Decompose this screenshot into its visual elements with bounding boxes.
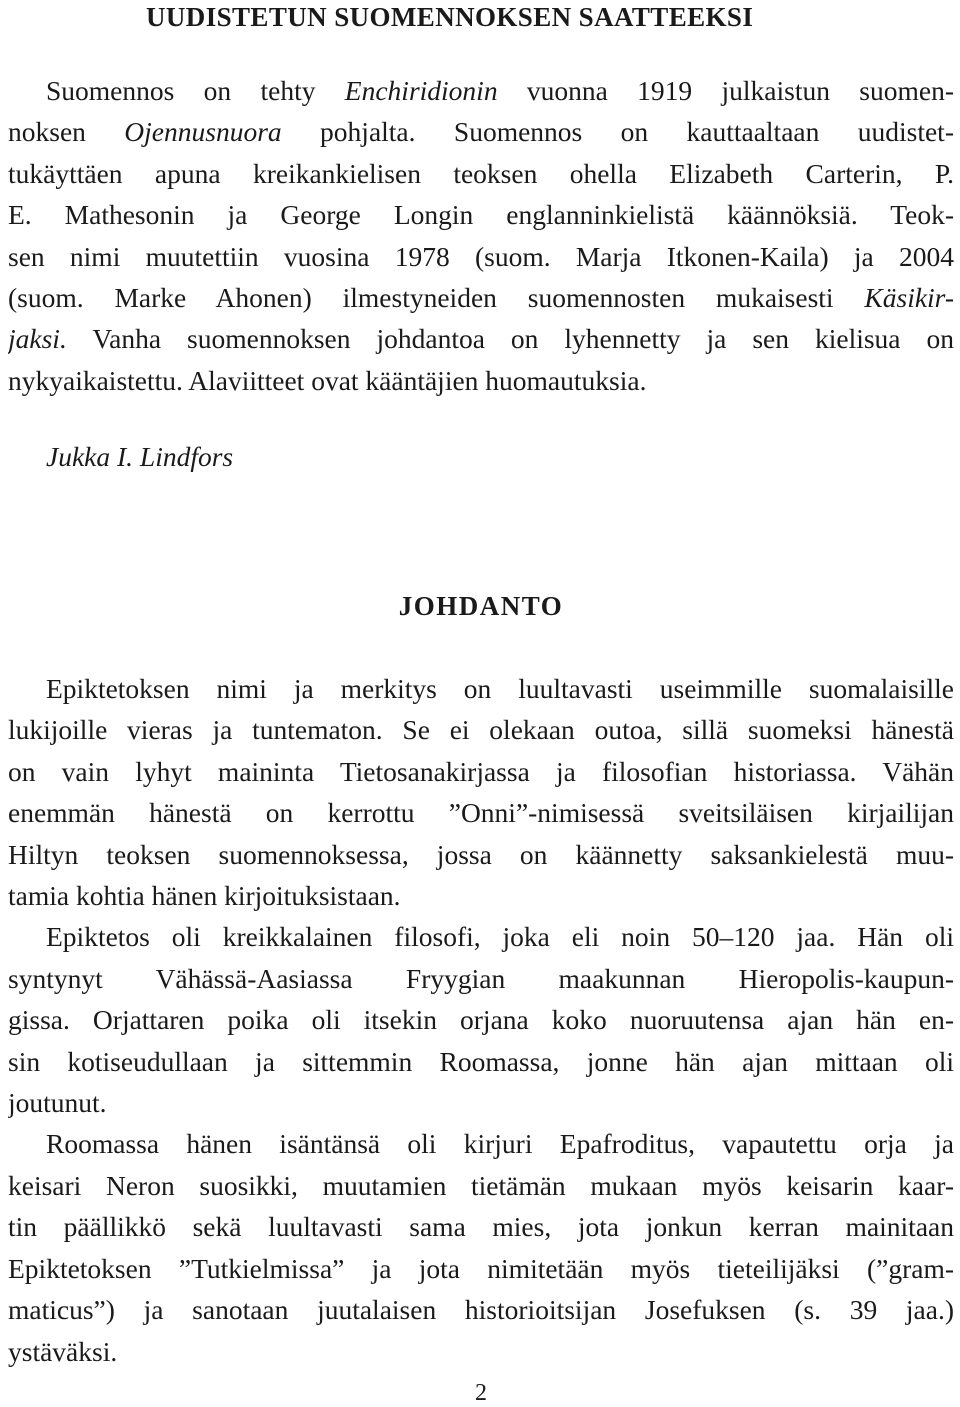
book-page [8,0,954,1407]
intro-line: sin kotiseudullaan ja sittemmin Roomassa, jonne hän ajan mittaan oli [8,1045,954,1077]
intro-line: Epiktetoksen ”Tutkielmissa” ja jota nimitetään myös tieteilijäksi (”gram- [8,1252,954,1284]
intro-line: tamia kohtia hänen kirjoituksistaan. [8,880,401,912]
preface-line: jaksi. Vanha suomennoksen johdantoa on lyhennetty ja sen kielisua on [8,323,954,355]
intro-line: enemmän hänestä on kerrottu ”Onni”-nimisessä sveitsiläisen kirjailijan [8,797,954,829]
preface-line: nykyaikaistettu. Alaviitteet ovat kääntäjien huomautuksia. [8,364,647,396]
book-title-kasikirjaksi-part1: Käsikir- [864,282,954,314]
book-title-kasikirjaksi-part2: jaksi. [8,323,67,355]
preface-line: noksen Ojennusnuora pohjalta. Suomennos on kauttaaltaan uudistet- [8,116,954,148]
intro-line: Epiktetoksen nimi ja merkitys on luultavasti useimmille suomalaisille [46,673,954,704]
page-number: 2 [475,1380,487,1406]
preface-line: (suom. Marke Ahonen) ilmestyneiden suomennosten mukaisesti Käsikir- [8,282,954,314]
preface-line: tukäyttäen apuna kreikankielisen teoksen ohella Elizabeth Carterin, P. [8,157,954,189]
intro-line: syntynyt Vähässä-Aasiassa Fryygian maakunnan Hieropolis-kaupun- [8,962,954,994]
translator-signature: Jukka I. Lindfors [46,441,234,472]
intro-line: Roomassa hänen isäntänsä oli kirjuri Epafroditus, vapautettu orja ja [46,1128,954,1160]
book-title-ojennusnuora: Ojennusnuora [124,116,282,148]
intro-line: lukijoille vieras ja tuntematon. Se ei olekaan outoa, sillä suomeksi hänestä [8,714,954,746]
intro-line: Epiktetos oli kreikkalainen filosofi, joka eli noin 50–120 jaa. Hän oli [46,921,954,953]
preface-line: sen nimi muutettiin vuosina 1978 (suom. Marja Itkonen-Kaila) ja 2004 [8,240,954,272]
intro-line: Hiltyn teoksen suomennoksessa, jossa on käännetty saksankielestä muu- [8,838,954,870]
intro-line: joutunut. [8,1087,107,1119]
book-title-enchiridion: Enchiridionin [344,75,498,106]
intro-line: gissa. Orjattaren poika oli itsekin orjana koko nuoruutensa ajan hän en- [8,1004,954,1036]
preface-line: Suomennos on tehty Enchiridionin vuonna 1919 julkaistun suomen- [46,75,954,106]
intro-line: maticus”) ja sanotaan juutalaisen historioitsijan Josefuksen (s. 39 jaa.) [8,1294,954,1326]
intro-heading: JOHDANTO [398,591,564,621]
preface-paragraph [8,70,954,401]
intro-line: on vain lyhyt maininta Tietosanakirjassa ja filosofian historiassa. Vähän [8,755,954,787]
preface-line: E. Mathesonin ja George Longin englanninkielistä käännöksiä. Teok- [8,199,954,231]
intro-text [8,668,954,1372]
preface-heading: UUDISTETUN SUOMENNOKSEN SAATTEEKSI [146,2,754,32]
intro-line: keisari Neron suosikki, muutamien tietämän mukaan myös keisarin kaar- [8,1169,954,1201]
intro-line: tin päällikkö sekä luultavasti sama mies, jota jonkun kerran mainitaan [8,1211,954,1243]
intro-line: ystäväksi. [8,1335,118,1367]
